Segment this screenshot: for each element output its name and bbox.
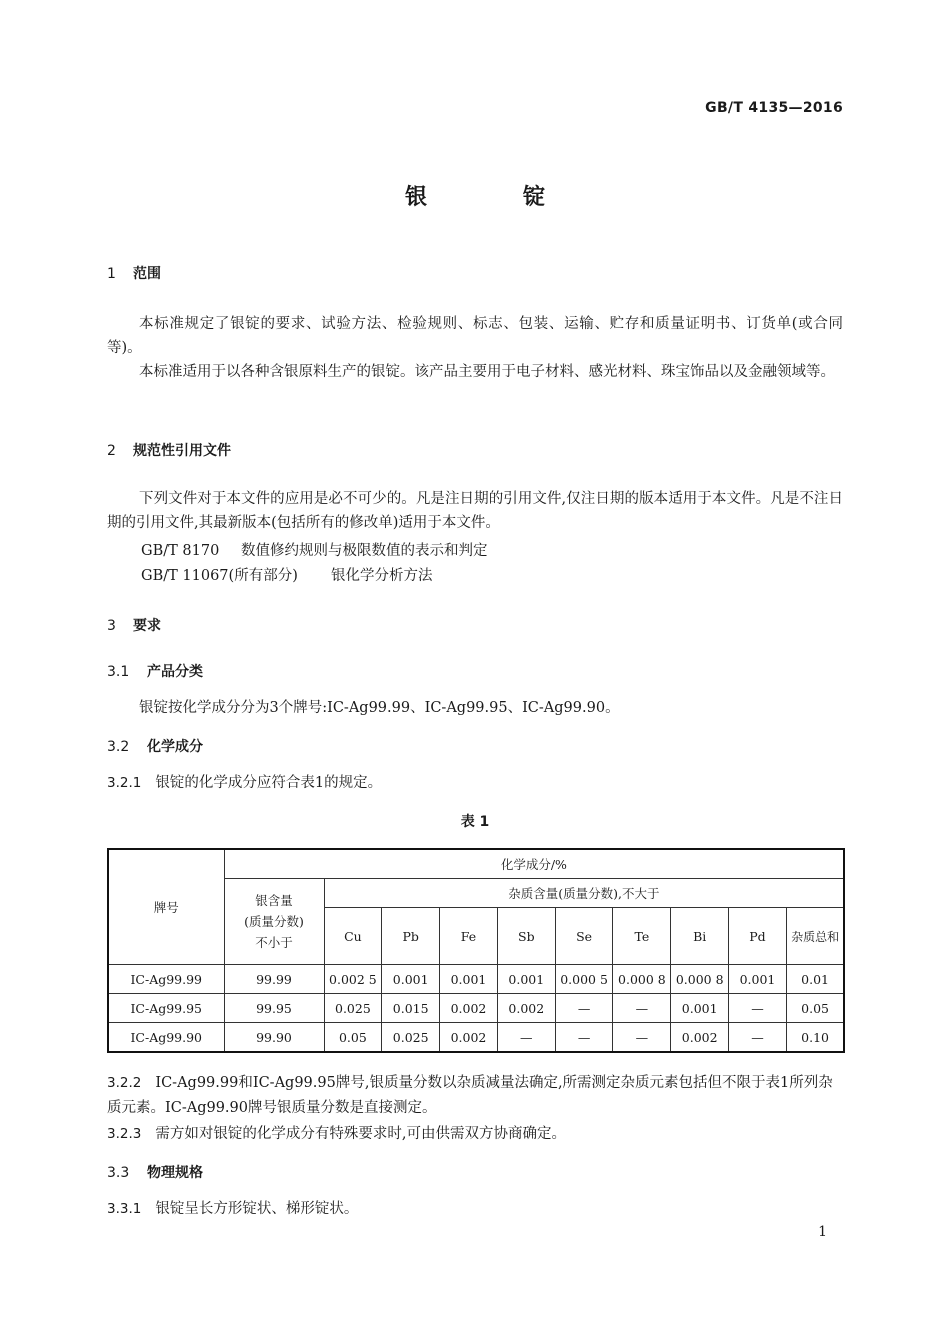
section-title: 范围 [133, 266, 161, 282]
element-header: Pd [729, 908, 787, 965]
section-1-paragraph-2: 本标准适用于以各种含银原料生产的银锭。该产品主要用于电子材料、感光材料、珠宝饰品以及金融领域等。 [139, 364, 835, 380]
value-cell: 0.01 [786, 965, 844, 994]
impurity-header: 杂质含量(质量分数),不大于 [324, 879, 844, 908]
value-cell: — [613, 994, 671, 1023]
value-cell: 0.015 [382, 994, 440, 1023]
section-title: 要求 [133, 618, 161, 634]
clause-text: IC-Ag99.99和IC-Ag99.95牌号,银质量分数以杂质减量法确定,所需测定杂质元素包括但不限于表1所列杂质元素。IC-Ag99.90牌号银质量分数是直接测定。 [107, 1075, 833, 1116]
section-number: 3.1 [107, 664, 130, 680]
value-cell: 0.002 [440, 1023, 498, 1053]
element-header: Cu [324, 908, 382, 965]
value-cell: 0.001 [382, 965, 440, 994]
reference-code: GB/T 11067(所有部分) [141, 568, 298, 584]
value-cell: 0.001 [497, 965, 555, 994]
value-cell: 0.025 [324, 994, 382, 1023]
silver-content-header [224, 879, 324, 965]
section-number: 1 [107, 266, 116, 282]
section-2-heading [107, 440, 231, 460]
section-3-3-heading [107, 1162, 203, 1182]
value-cell: — [729, 994, 787, 1023]
value-cell: 0.000 5 [555, 965, 613, 994]
silver-cell: 99.95 [224, 994, 324, 1023]
silver-header-line: 银含量 [255, 893, 293, 908]
section-3-1-paragraph: 银锭按化学成分分为3个牌号:IC-Ag99.99、IC-Ag99.95、IC-Ag99.90。 [139, 700, 620, 716]
silver-cell: 99.99 [224, 965, 324, 994]
value-cell: 0.10 [786, 1023, 844, 1053]
silver-header-line: (质量分数) [244, 914, 304, 929]
value-cell: — [613, 1023, 671, 1053]
clause-number: 3.2.2 [107, 1075, 142, 1091]
value-cell: 0.001 [729, 965, 787, 994]
section-number: 2 [107, 443, 116, 459]
title-char-2: 锭 [523, 185, 546, 210]
value-cell: 0.000 8 [671, 965, 729, 994]
section-title: 产品分类 [147, 664, 203, 680]
value-cell: 0.05 [786, 994, 844, 1023]
page-number: 1 [818, 1224, 827, 1240]
clause-number: 3.2.3 [107, 1126, 142, 1142]
clause-3-2-1 [107, 771, 843, 795]
section-3-1-heading [107, 661, 203, 681]
table-row [108, 965, 844, 994]
value-cell: — [729, 1023, 787, 1053]
grade-header: 牌号 [108, 849, 224, 965]
clause-3-3-1 [107, 1197, 843, 1221]
table-header-row [108, 849, 844, 879]
silver-cell: 99.90 [224, 1023, 324, 1053]
value-cell: 0.025 [382, 1023, 440, 1053]
clause-text: 银锭呈长方形锭状、梯形锭状。 [155, 1201, 359, 1217]
element-header: 杂质总和 [786, 908, 844, 965]
element-header: Pb [382, 908, 440, 965]
clause-text: 需方如对银锭的化学成分有特殊要求时,可由供需双方协商确定。 [155, 1126, 566, 1142]
section-2-paragraph-1: 下列文件对于本文件的应用是必不可少的。凡是注日期的引用文件,仅注日期的版本适用于本文件。凡是不注日期的引用文件,其最新版本(包括所有的修改单)适用于本文件。 [107, 491, 843, 531]
clause-text: 银锭的化学成分应符合表1的规定。 [155, 775, 383, 791]
section-number: 3.3 [107, 1165, 130, 1181]
grade-cell: IC-Ag99.90 [108, 1023, 224, 1053]
standard-code: GB/T 4135—2016 [705, 100, 843, 116]
table-caption: 表 1 [460, 814, 490, 830]
value-cell: 0.002 [440, 994, 498, 1023]
value-cell: 0.05 [324, 1023, 382, 1053]
section-title: 规范性引用文件 [133, 443, 231, 459]
grade-cell: IC-Ag99.95 [108, 994, 224, 1023]
value-cell: — [555, 994, 613, 1023]
value-cell: 0.001 [671, 994, 729, 1023]
clause-number: 3.2.1 [107, 775, 142, 791]
value-cell: 0.002 5 [324, 965, 382, 994]
document-title [0, 180, 950, 211]
section-number: 3 [107, 618, 116, 634]
reference-item [141, 539, 488, 560]
silver-header-line: 不小于 [255, 935, 293, 950]
reference-title: 银化学分析方法 [331, 568, 433, 584]
element-header: Sb [497, 908, 555, 965]
reference-item [141, 564, 433, 585]
value-cell: 0.002 [671, 1023, 729, 1053]
grade-cell: IC-Ag99.99 [108, 965, 224, 994]
value-cell: 0.002 [497, 994, 555, 1023]
clause-number: 3.3.1 [107, 1201, 142, 1217]
element-header: Te [613, 908, 671, 965]
value-cell: 0.001 [440, 965, 498, 994]
reference-code: GB/T 8170 [141, 543, 220, 559]
reference-title: 数值修约规则与极限数值的表示和判定 [241, 543, 488, 559]
chem-header: 化学成分/% [224, 849, 844, 879]
table-row [108, 1023, 844, 1053]
section-title: 物理规格 [147, 1165, 203, 1181]
clause-3-2-3 [107, 1122, 843, 1146]
section-title: 化学成分 [147, 739, 203, 755]
value-cell: — [497, 1023, 555, 1053]
section-3-2-heading [107, 736, 203, 756]
chemical-composition-table [107, 848, 845, 1053]
element-header: Bi [671, 908, 729, 965]
element-header: Se [555, 908, 613, 965]
section-3-heading [107, 615, 161, 635]
section-1-heading [107, 263, 161, 283]
clause-3-2-2 [107, 1071, 843, 1121]
element-header: Fe [440, 908, 498, 965]
title-char-1: 银 [404, 185, 427, 210]
section-number: 3.2 [107, 739, 130, 755]
section-1-paragraph-1: 本标准规定了银锭的要求、试验方法、检验规则、标志、包装、运输、贮存和质量证明书、订货单(或合同等)。 [107, 316, 843, 356]
value-cell: 0.000 8 [613, 965, 671, 994]
value-cell: — [555, 1023, 613, 1053]
table-row [108, 994, 844, 1023]
